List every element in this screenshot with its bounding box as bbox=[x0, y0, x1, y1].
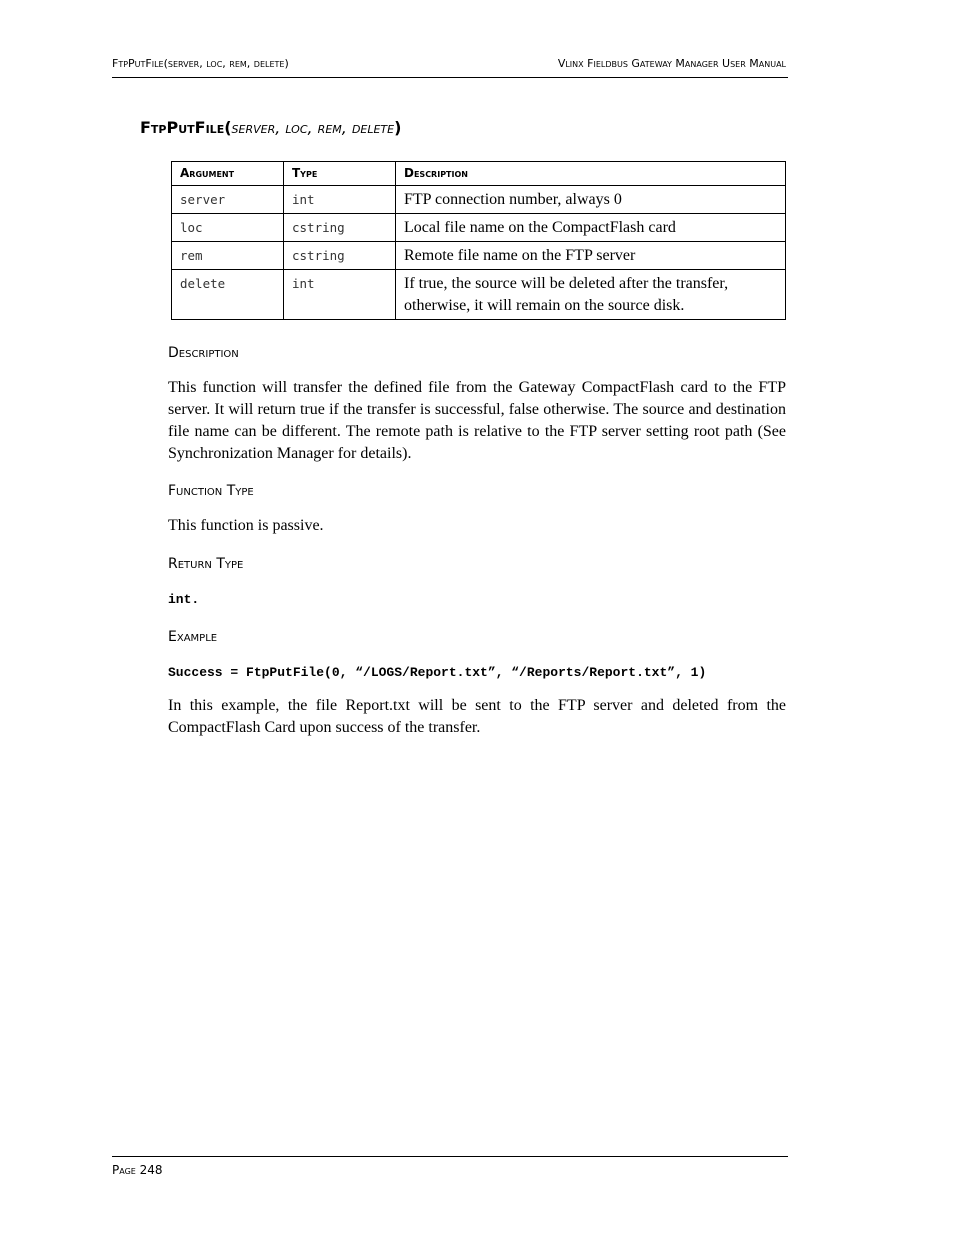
description-heading: Description bbox=[168, 345, 239, 361]
cell-argument: loc bbox=[172, 214, 284, 242]
cell-argument: rem bbox=[172, 242, 284, 270]
cell-type: int bbox=[284, 186, 396, 214]
cell-description: Remote file name on the FTP server bbox=[396, 242, 786, 270]
function-type-text: This function is passive. bbox=[168, 517, 324, 534]
description-text: This function will transfer the defined file from the Gateway CompactFlash card to the FTP server. It will return true if the transfer is successful, false otherwise. The source and destination file name can be different. The remote path is relative to the FTP server setting root path (See Synchronization Manager for details). bbox=[168, 379, 786, 462]
function-title bbox=[140, 118, 401, 137]
cell-argument: server bbox=[172, 186, 284, 214]
cell-type: cstring bbox=[284, 214, 396, 242]
cell-type: int bbox=[284, 270, 396, 320]
header-manual-title: Vlinx Fieldbus Gateway Manager User Manual bbox=[557, 57, 786, 70]
arguments-table bbox=[171, 161, 786, 320]
page-number: Page 248 bbox=[112, 1163, 163, 1177]
cell-description: If true, the source will be deleted after the transfer, otherwise, it will remain on the source disk. bbox=[396, 270, 786, 320]
example-code: Success = FtpPutFile(0, “/LOGS/Report.txt”, “/Reports/Report.txt”, 1) bbox=[168, 665, 707, 680]
return-type-heading: Return Type bbox=[168, 556, 244, 572]
header-argument: Argument bbox=[172, 162, 284, 186]
example-heading: Example bbox=[168, 629, 218, 645]
table-header-row bbox=[172, 162, 786, 186]
function-title-name: FtpPutFile( bbox=[140, 118, 232, 137]
cell-description: FTP connection number, always 0 bbox=[396, 186, 786, 214]
table-row bbox=[172, 270, 786, 320]
function-type-heading: Function Type bbox=[168, 483, 254, 499]
header-function-name: FtpPutFile(server, loc, rem, delete) bbox=[112, 57, 289, 70]
page-header bbox=[112, 52, 788, 78]
table-row bbox=[172, 214, 786, 242]
table-row bbox=[172, 186, 786, 214]
header-description: Description bbox=[396, 162, 786, 186]
return-type-text: int. bbox=[168, 592, 200, 607]
cell-type: cstring bbox=[284, 242, 396, 270]
function-title-close: ) bbox=[394, 118, 402, 137]
example-text: In this example, the file Report.txt will be sent to the FTP server and deleted from the CompactFlash Card upon success of the transfer. bbox=[168, 697, 786, 736]
table-row bbox=[172, 242, 786, 270]
function-title-params: server, loc, rem, delete bbox=[231, 118, 395, 137]
cell-description: Local file name on the CompactFlash card bbox=[396, 214, 786, 242]
cell-argument: delete bbox=[172, 270, 284, 320]
header-type: Type bbox=[284, 162, 396, 186]
page-footer bbox=[112, 1156, 788, 1177]
